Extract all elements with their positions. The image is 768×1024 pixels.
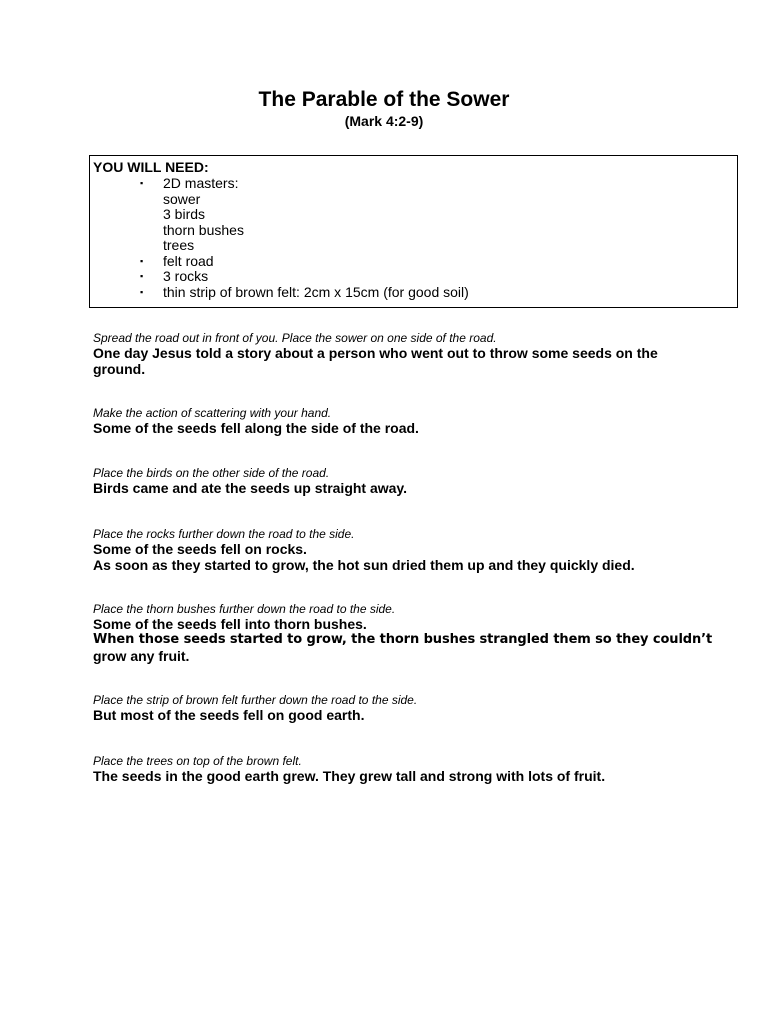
step-instruction: Spread the road out in front of you. Place the sower on one side of the road. [93,331,497,345]
narration-line: Birds came and ate the seeds up straight away. [93,480,408,496]
narration-line: As soon as they started to grow, the hot sun dried them up and they quickly died. [93,557,635,573]
narration-line: Some of the seeds fell on rocks. [93,541,307,557]
materials-heading: YOU WILL NEED: [93,159,209,175]
narration-line: One day Jesus told a story about a person who went out to throw some seeds on the [93,345,658,361]
materials-subitem [90,192,730,208]
story-step [93,693,693,723]
step-narration [93,541,693,573]
materials-item-text: trees [163,237,195,253]
materials-item [90,176,730,192]
narration-line: ground. [93,361,146,377]
story-step [93,406,693,436]
materials-subitem [90,238,730,254]
step-narration [93,768,693,784]
story-step [93,754,693,784]
bullet-icon: ▪ [140,286,144,297]
story-step [93,466,693,496]
materials-subitem [90,223,730,239]
materials-item-text: thorn bushes [163,221,244,238]
bullet-icon: ▪ [140,271,144,281]
story-step [93,331,693,377]
step-instruction: Place the trees on top of the brown felt. [93,754,302,768]
step-narration [93,420,693,436]
materials-subitem [90,207,730,223]
narration-line: grow any fruit. [93,648,190,664]
materials-item-text: thin strip of brown felt: 2cm x 15cm (for good soil) [163,283,469,300]
scripture-reference: (Mark 4:2-9) [344,113,424,129]
step-narration [93,480,693,496]
step-instruction: Make the action of scattering with your hand. [93,406,332,420]
step-narration [93,707,693,723]
narration-line: When those seeds started to grow, the thorn bushes strangled them so they couldn’t [93,632,713,647]
materials-item [90,285,730,301]
step-instruction: Place the birds on the other side of the road. [93,466,330,480]
materials-item-text: 3 birds [163,206,206,222]
step-narration [93,345,693,377]
bullet-icon: ▪ [140,255,144,266]
step-instruction: Place the strip of brown felt further down the road to the side. [93,693,418,707]
narration-line: The seeds in the good earth grew. They grew tall and strong with lots of fruit. [93,768,606,784]
narration-line: Some of the seeds fell along the side of the road. [93,420,419,436]
materials-item-text: 3 rocks [163,268,209,284]
materials-item-text: felt road [163,252,214,269]
materials-list [90,176,730,300]
page-title: The Parable of the Sower [258,88,510,111]
step-instruction: Place the rocks further down the road to the side. [93,527,355,541]
materials-item [90,269,730,285]
step-instruction: Place the thorn bushes further down the road to the side. [93,602,396,616]
story-step [93,602,713,664]
materials-item [90,254,730,270]
narration-line: Some of the seeds fell into thorn bushes. [93,616,367,632]
materials-item-text: 2D masters: [163,175,239,191]
narration-line: But most of the seeds fell on good earth. [93,707,365,723]
bullet-icon: ▪ [140,178,144,188]
materials-box [89,155,738,308]
materials-item-text: sower [163,190,201,207]
step-narration [93,616,713,664]
story-step [93,527,693,573]
